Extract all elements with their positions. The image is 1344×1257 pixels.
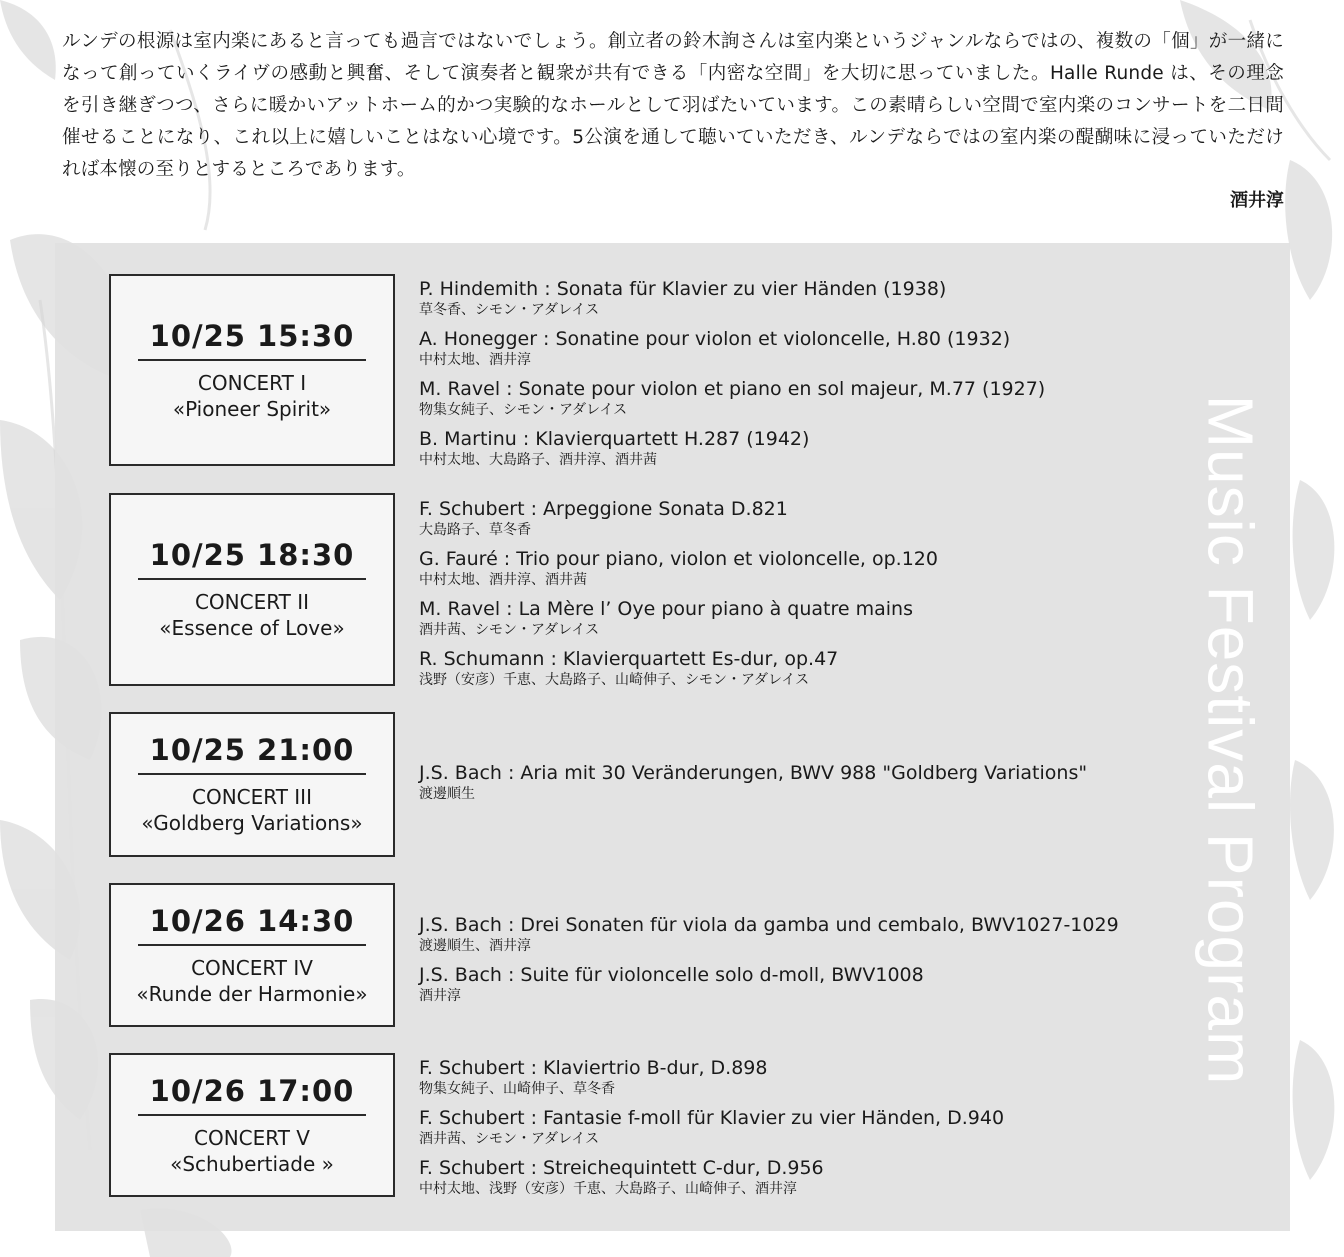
intro-signature: 酒井淳 [1230,190,1284,211]
work-item [419,963,1209,1005]
concert-name: CONCERT III [192,785,312,809]
concert-subtitle: «Runde der Harmonie» [136,981,368,1006]
work-title: F. Schubert : Streichequintett C-dur, D.956 [419,1157,824,1179]
work-item [419,427,1209,469]
work-title: J.S. Bach : Aria mit 30 Veränderungen, BWV 988 "Goldberg Variations" [419,762,1088,784]
work-performers: 中村太地、酒井淳 [419,352,531,368]
work-title: F. Schubert : Arpeggione Sonata D.821 [419,498,788,520]
intro-text-block [62,26,1284,186]
concert-works [419,913,1209,1005]
work-performers: 渡邊順生、酒井淳 [419,938,531,954]
concert-works [419,497,1209,689]
intro-paragraph: ルンデの根源は室内楽にあると言っても過言ではないでしょう。創立者の鈴木詢さんは室内楽というジャンルならではの、複数の「個」が一緒になって創っていくライヴの感動と興奮、そして演奏者と観衆が共有できる「内密な空間」を大切に思っていました。Halle Runde は、その理念を引き継ぎつつ、さらに暖かいアットホーム的かつ実験的なホールとして羽ばたいています。この素晴らしい空間で室内楽のコンサートを二日間催せることになり、これ以上に嬉しいことはない心境です。5公演を通して聴いていただき、ルンデならではの室内楽の醍醐味に浸っていただければ本懐の至りとするところであります。 [62,31,1284,180]
work-item [419,913,1209,955]
concert-subtitle: «Schubertiade » [170,1151,334,1176]
work-performers: 中村太地、大島路子、酒井淳、酒井茜 [419,452,657,468]
concert-name: CONCERT I [197,370,307,395]
work-item [419,647,1209,689]
work-title: J.S. Bach : Drei Sonaten für viola da gamba und cembalo, BWV1027-1029 [419,914,1119,936]
concert-date: 10/25 15:30 [138,319,366,361]
concert-works [419,277,1209,469]
concert-box [109,274,395,466]
work-title: F. Schubert : Klaviertrio B-dur, D.898 [419,1057,768,1079]
work-performers: 酒井茜、シモン・アダレイス [419,1131,600,1147]
work-title: J.S. Bach : Suite für violoncelle solo d-moll, BWV1008 [419,964,924,986]
work-item [419,1106,1209,1148]
work-performers: 中村太地、浅野（安彦）千恵、大島路子、山崎伸子、酒井淳 [419,1181,797,1197]
work-item [419,1056,1209,1098]
work-item [419,377,1209,419]
concert-name: CONCERT IV [191,955,313,980]
concert-date: 10/26 14:30 [138,904,366,946]
work-performers: 物集女純子、シモン・アダレイス [419,402,628,418]
work-title: B. Martinu : Klavierquartett H.287 (1942) [419,428,810,450]
work-performers: 草冬香、シモン・アダレイス [419,302,600,318]
work-item [419,1156,1209,1198]
work-title: A. Honegger : Sonatine pour violon et violoncelle, H.80 (1932) [419,328,1011,350]
concert-box [109,883,395,1027]
concert-box [109,1053,395,1197]
work-title: P. Hindemith : Sonata für Klavier zu vier Händen (1938) [419,278,947,300]
work-performers: 酒井茜、シモン・アダレイス [419,622,600,638]
work-performers: 中村太地、酒井淳、酒井茜 [419,572,587,588]
concert-date: 10/25 18:30 [138,538,366,580]
concert-works [419,1056,1209,1198]
work-item [419,327,1209,369]
work-performers: 大島路子、草冬香 [419,522,531,538]
concert-date: 10/25 21:00 [138,733,366,775]
concert-subtitle: «Pioneer Spirit» [172,396,332,421]
work-item [419,597,1209,639]
work-title: G. Fauré : Trio pour piano, violon et violoncelle, op.120 [419,548,938,570]
work-title: M. Ravel : Sonate pour violon et piano en sol majeur, M.77 (1927) [419,378,1046,400]
work-item [419,547,1209,589]
work-title: R. Schumann : Klavierquartett Es-dur, op.47 [419,648,839,670]
work-item [419,277,1209,319]
work-performers: 酒井淳 [419,988,461,1004]
work-performers: 物集女純子、山崎伸子、草冬香 [419,1081,615,1097]
concert-box [109,493,395,686]
concert-date: 10/26 17:00 [138,1074,366,1116]
work-performers: 渡邊順生 [419,786,475,802]
work-title: M. Ravel : La Mère l’ Oye pour piano à quatre mains [419,598,913,620]
side-title: Music Festival Program [1194,394,1266,1086]
work-performers: 浅野（安彦）千恵、大島路子、山崎伸子、シモン・アダレイス [419,672,810,688]
work-title: F. Schubert : Fantasie f-moll für Klavier zu vier Händen, D.940 [419,1107,1005,1129]
concert-subtitle: «Goldberg Variations» [141,811,363,835]
work-item [419,497,1209,539]
concert-name: CONCERT V [194,1125,310,1150]
work-item [419,761,1209,803]
concert-works [419,761,1209,803]
concert-name: CONCERT II [194,590,310,614]
concert-subtitle: «Essence of Love» [159,616,345,640]
concert-box [109,712,395,857]
